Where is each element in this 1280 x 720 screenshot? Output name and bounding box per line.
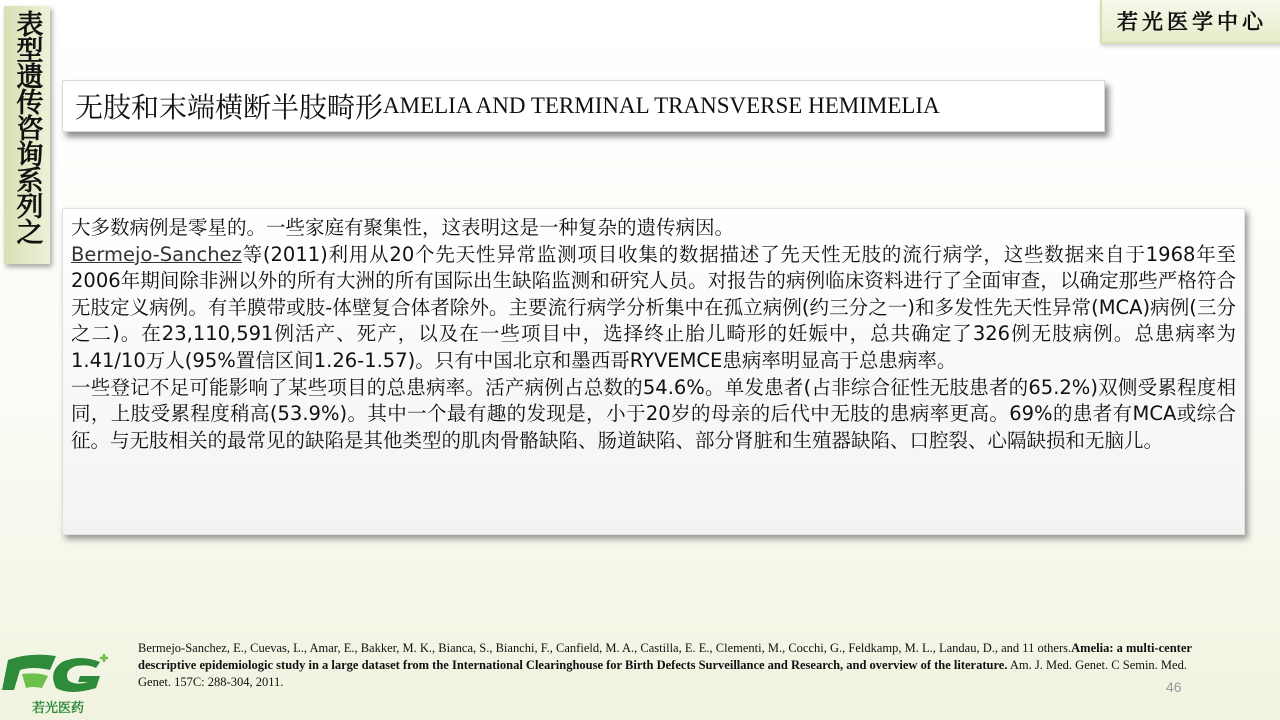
title-english: AMELIA AND TERMINAL TRANSVERSE HEMIMELIA [383,93,940,118]
author-link[interactable]: Bermejo-Sanchez [71,242,242,266]
logo-plus-icon [100,654,108,662]
logo-r-leg [22,673,48,688]
paragraph-3: 一些登记不足可能影响了某些项目的总患病率。活产病例占总数的54.6%。单发患者(占非综合征性无肢患者的65.2%)双侧受累程度相同，上肢受累程度稍高(53.9%)。其中一个最有趣的发现是，小于20岁的母亲的后代中无肢的患病率更高。69%的患者有MCA或综合征。与无肢相关的最常见的缺陷是其他类型的肌肉骨骼缺陷、肠道缺陷、部分肾脏和生殖器缺陷、口腔裂、心隔缺损和无脑儿。 [71,375,1236,452]
logo-text: 若光医药 [31,701,85,716]
reference-authors: Bermejo-Sanchez, E., Cuevas, L., Amar, E., Bakker, M. K., Bianca, S., Bianchi, F., Canfield, M. A., Castilla, E. E., Clementi, M., Cocchi, G., Feldkamp, M. L., Landau, D., and 11 others. [138,641,1072,655]
reference-journal: Am. J. Med. Genet. C Semin. Med. Genet. 157C: 288-304, 2011. [138,658,1187,689]
logo-g-shape [53,658,100,692]
paragraph-1: 大多数病例是零星的。一些家庭有聚集性，这表明这是一种复杂的遗传病因。 [71,216,735,239]
paragraph-2 [71,242,1236,375]
reference-citation [138,640,1218,691]
brand-box [1100,0,1280,44]
title-chinese: 无肢和末端横断半肢畸形 [75,91,384,124]
series-tab-label: 表型遗传咨询系列之 [11,10,43,244]
brand-name: 若光医学中心 [1117,9,1267,34]
page-number: 46 [1166,679,1182,695]
reference-title: Amelia: a multi-center descriptive epidemiologic study in a large dataset from the International Clearinghouse for Birth Defects Surveillance and Research, and overview of the literature. [138,641,1192,672]
paragraph-2-text: 等(2011)利用从20个先天性异常监测项目收集的数据描述了先天性无肢的流行病学，这些数据来自于1968年至2006年期间除非洲以外的所有大洲的所有国际出生缺陷监测和研究人员。对报告的病例临床资料进行了全面审查，以确定那些严格符合无肢定义病例。有羊膜带或肢-体壁复合体者除外。主要流行病学分析集中在孤立病例(约三分之一)和多发性先天性异常(MCA)病例(三分之二)。在23,110,591例活产、死产，以及在一些项目中，选择终止胎儿畸形的妊娠中，总共确定了326例无肢病例。总患病率为1.41/10万人(95%置信区间1.26-1.57)。只有中国北京和墨西哥RYVEMCE患病率明显高于总患病率。 [71,242,1236,372]
series-tab [4,6,50,264]
company-logo [0,648,118,720]
content-box [62,208,1245,535]
slide-title [62,80,1105,132]
